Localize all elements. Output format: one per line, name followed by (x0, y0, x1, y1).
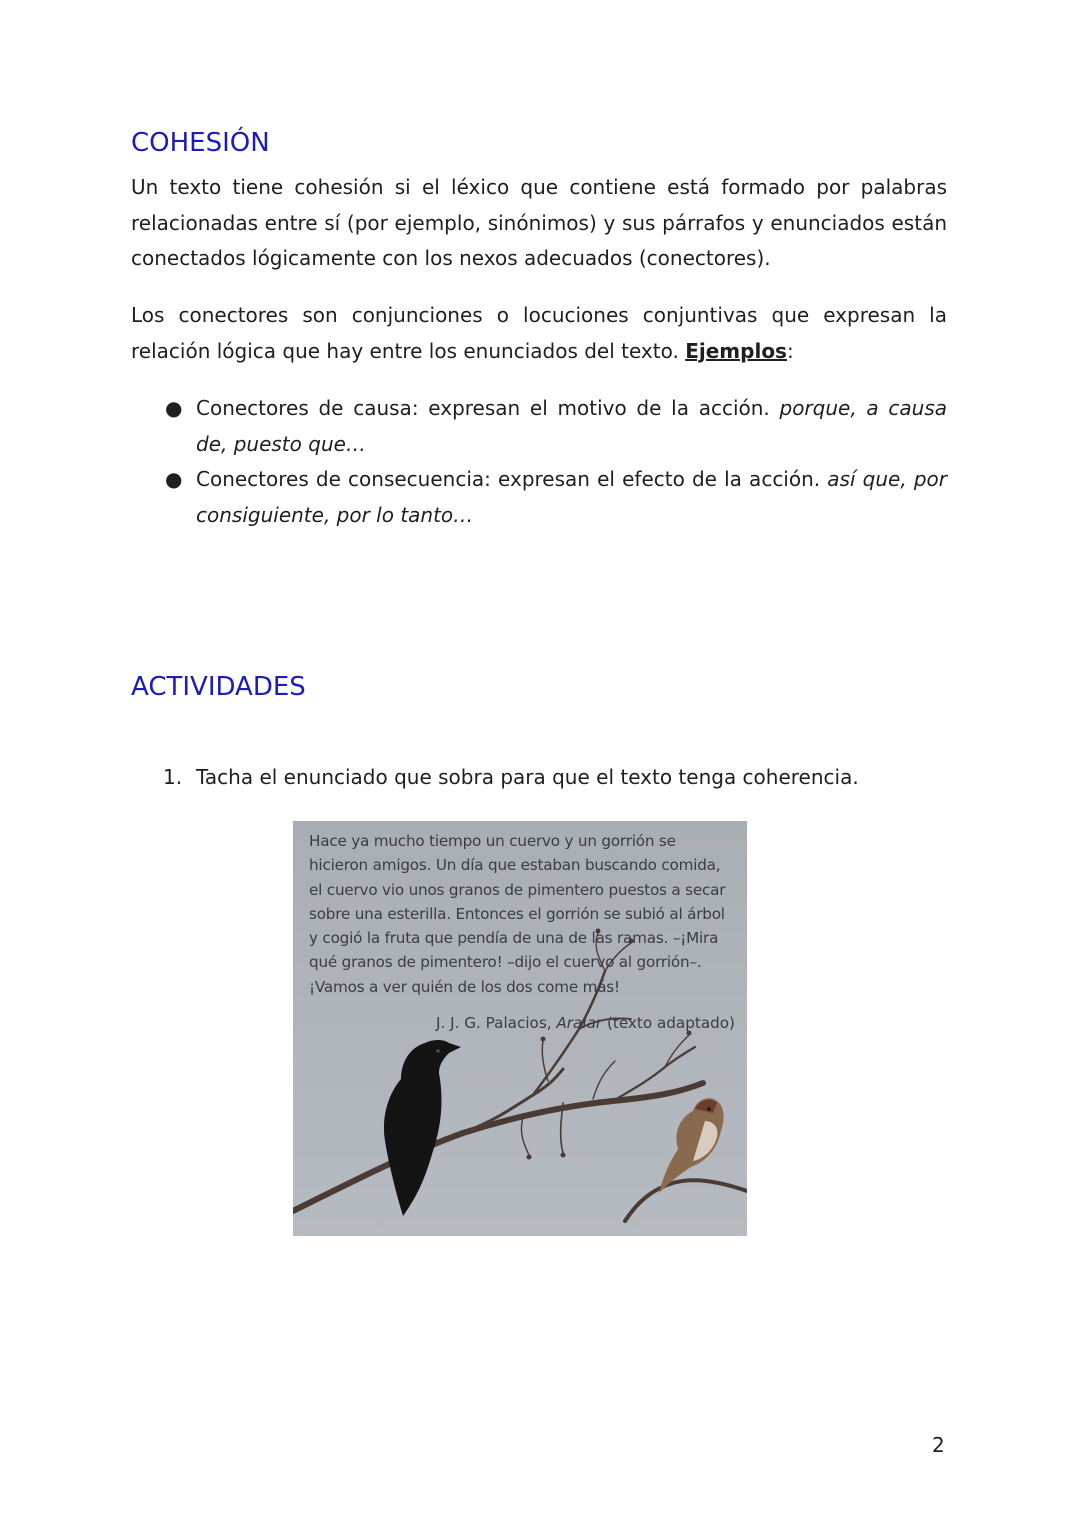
activity-number: 1. (163, 765, 183, 789)
list-item-examples: así que, por consiguiente, por lo tanto… (196, 467, 947, 527)
story-text: Hace ya mucho tiempo un cuervo y un gorrión se hicieron amigos. Un día que estaban buscando comida, el cuervo vio unos granos de pimentero puestos a secar sobre una esterilla. Entonces el gorrión se subió al árbol y cogió la fruta que pendía de una de las ramas. –¡Mira qué granos de pimentero! –dijo el cuervo al gorrión–. ¡Vamos a ver quién de los dos come más! (309, 832, 726, 996)
connectors-text: Los conectores son conjunciones o locuciones conjuntivas que expresan la relación lógica que hay entre los enunciados del texto. (131, 303, 947, 363)
list-item-consequence (165, 462, 947, 533)
list-item-text: Conectores de consecuencia: expresan el efecto de la acción. (196, 467, 828, 491)
activities-heading: ACTIVIDADES (131, 672, 306, 702)
bullet-icon: ● (165, 396, 183, 420)
crow-icon (384, 1040, 461, 1216)
cohesion-paragraph-2 (131, 298, 947, 369)
credit-title: Aralar (556, 1014, 603, 1032)
list-item-cause (165, 391, 947, 462)
activity-item-1 (163, 760, 859, 795)
credit-note: (texto adaptado) (602, 1014, 735, 1032)
examples-colon: : (786, 338, 794, 363)
list-item-text: Conectores de causa: expresan el motivo de la acción. (196, 396, 780, 420)
story-credit (436, 1014, 735, 1032)
credit-author: J. J. G. Palacios, (435, 1014, 557, 1032)
list-item-examples: porque, a causa de, puesto que… (196, 396, 947, 456)
connectors-list (165, 391, 947, 533)
page-number: 2 (932, 1433, 945, 1457)
activity-instruction: Tacha el enunciado que sobra para que el texto tenga coherencia. (196, 765, 859, 789)
examples-label: Ejemplos (685, 338, 787, 363)
bullet-icon: ● (165, 467, 183, 491)
story-illustration (293, 821, 747, 1236)
cohesion-heading: COHESIÓN (131, 128, 270, 158)
cohesion-paragraph-1: Un texto tiene cohesión si el léxico que contiene está formado por palabras relacionadas entre sí (por ejemplo, sinónimos) y sus párrafos y enunciados están conectados lógicamente con los nexos adecuados (conectores). (131, 175, 947, 270)
